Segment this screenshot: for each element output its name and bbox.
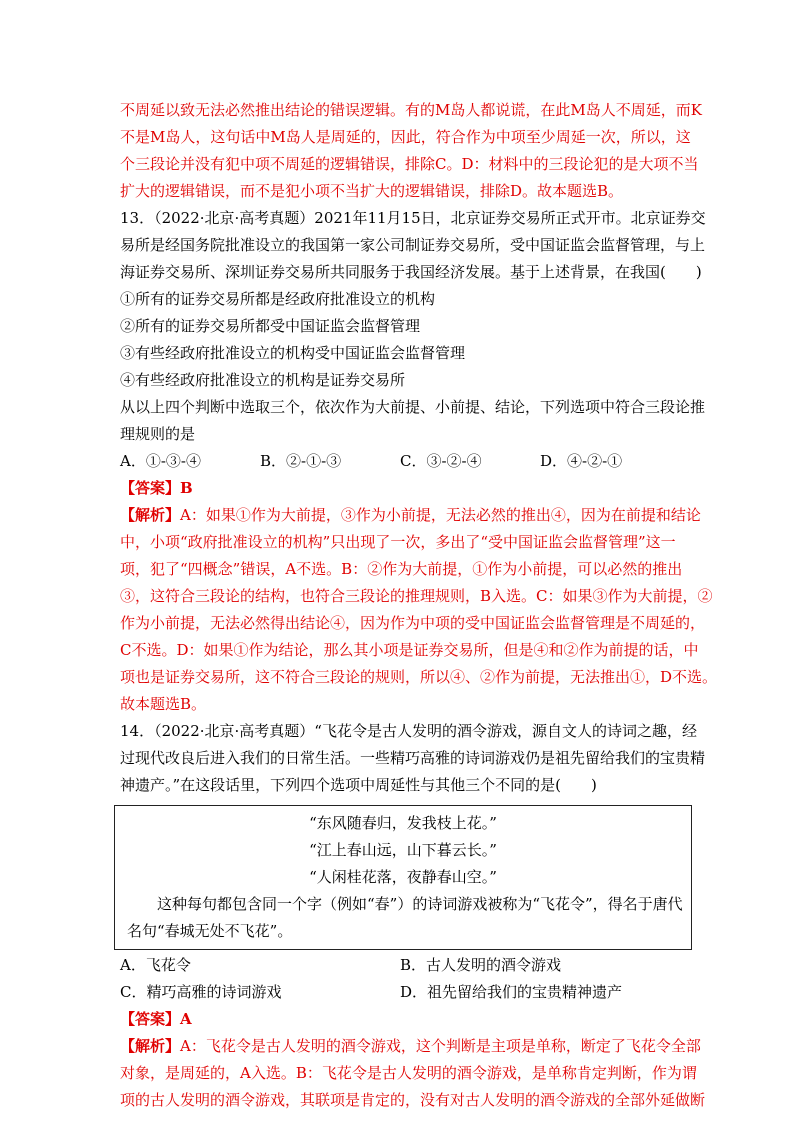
- question-14: [120, 718, 706, 1114]
- instruction-line: 理规则的是: [120, 425, 196, 443]
- explanation-label: 【解析】: [120, 1037, 181, 1055]
- options-row: [120, 952, 690, 979]
- poem-line: “江上春山远，山下暮云长。”: [309, 841, 497, 859]
- text-line: 个三段论并没有犯中项不周延的逻辑错误，排除C。D：材料中的三段论犯的是大项不当: [120, 155, 699, 173]
- explanation-line: C不选。D：如果①作为结论，那么其小项是证券交易所，但是④和②作为前提的话，中: [120, 641, 699, 659]
- explanation-line: 中，小项“政府批准设立的机构”只出现了一次，多出了“受中国证监会监督管理”这一: [120, 533, 676, 551]
- answer-label: 【答案】A: [120, 1010, 192, 1028]
- box-text-line: 名句“春城无处不飞花”。: [127, 922, 293, 940]
- explanation-text: A：飞花令是古人发明的酒令游戏，这个判断是主项是单称，断定了飞花令全部: [180, 1037, 701, 1055]
- statement-4: ④有些经政府批准设立的机构是证券交易所: [120, 371, 406, 389]
- option-d: D．祖先留给我们的宝贵精神遗产: [400, 983, 623, 1001]
- explanation-line: 项的古人发明的酒令游戏，其联项是肯定的，没有对古人发明的酒令游戏的全部外延做断: [120, 1091, 706, 1109]
- options-row: [120, 448, 690, 475]
- question-stem-line: 14．（2022·北京·高考真题）“飞花令是古人发明的酒令游戏，源自文人的诗词之趣，经: [120, 722, 697, 740]
- question-stem-line: 13．（2022·北京·高考真题）2021年11月15日，北京证券交易所正式开市。北京证券交: [120, 209, 706, 227]
- question-stem-line: 易所是经国务院批准设立的我国第一家公司制证券交易所，受中国证监会监督管理，与上: [120, 236, 706, 254]
- option-b: B．②-①-③: [260, 452, 342, 470]
- poem-line: “人闲桂花落，夜静春山空。”: [309, 868, 497, 886]
- explanation-line: 对象，是周延的，A入选。B：飞花令是古人发明的酒令游戏，是单称肯定判断，作为谓: [120, 1064, 697, 1082]
- poem-line: “东风随春归，发我枝上花。”: [309, 814, 497, 832]
- explanation-line: 项，犯了“四概念”错误，A不选。B：②作为大前提，①作为小前提，可以必然的推出: [120, 560, 683, 578]
- page-content: [120, 97, 718, 1114]
- box-text-line: 这种每句都包含同一个字（例如“春”）的诗词游戏被称为“飞花令”，得名于唐代: [157, 895, 683, 913]
- statement-1: ①所有的证券交易所都是经政府批准设立的机构: [120, 290, 436, 308]
- statement-2: ②所有的证券交易所都受中国证监会监督管理: [120, 317, 421, 335]
- question-stem-line: 海证券交易所、深圳证券交易所共同服务于我国经济发展。基于上述背景，在我国( ): [120, 263, 702, 281]
- option-a: A．飞花令: [120, 956, 191, 974]
- option-b: B．古人发明的酒令游戏: [400, 956, 562, 974]
- explanation-label: 【解析】: [120, 506, 181, 524]
- material-box: [114, 805, 692, 950]
- statement-3: ③有些经政府批准设立的机构受中国证监会监督管理: [120, 344, 466, 362]
- question-stem-line: 过现代改良后进入我们的日常生活。一些精巧高雅的诗词游戏仍是祖先留给我们的宝贵精: [120, 749, 706, 767]
- explanation-line: [120, 1033, 701, 1060]
- option-a: A．①-③-④: [120, 452, 201, 470]
- options-row: [120, 979, 690, 1006]
- option-c: C．③-②-④: [400, 452, 482, 470]
- question-stem-line: 神遗产。”在这段话里，下列四个选项中周延性与其他三个不同的是( ): [120, 776, 597, 794]
- explanation-line: ③，这符合三段论的结构，也符合三段论的推理规则，B入选。C：如果③作为大前提，②: [120, 587, 713, 605]
- explanation-line: 项也是证券交易所，这不符合三段论的规则，所以④、②作为前提，无法推出①，D不选。: [120, 668, 718, 686]
- option-d: D．④-②-①: [540, 452, 623, 470]
- option-c: C．精巧高雅的诗词游戏: [120, 983, 282, 1001]
- answer-label: 【答案】B: [120, 479, 193, 497]
- question-13: [120, 205, 718, 718]
- text-line: 不是M岛人，这句话中M岛人是周延的，因此，符合作为中项至少周延一次，所以，这: [120, 128, 691, 146]
- instruction-line: 从以上四个判断中选取三个，依次作为大前提、小前提、结论，下列选项中符合三段论推: [120, 398, 706, 416]
- text-line: 扩大的逻辑错误，而不是犯小项不当扩大的逻辑错误，排除D。故本题选B。: [120, 182, 624, 200]
- explanation-line: 作为小前提，无法必然得出结论④，因为作为中项的受中国证监会监督管理是不周延的，: [120, 614, 706, 632]
- explanation-text: A：如果①作为大前提，③作为小前提，无法必然的推出④，因为在前提和结论: [180, 506, 701, 524]
- explanation-line: 故本题选B。: [120, 695, 207, 713]
- prev-explanation: [120, 97, 702, 205]
- text-line: 不周延以致无法必然推出结论的错误逻辑。有的M岛人都说谎，在此M岛人不周延，而K: [120, 101, 702, 119]
- explanation-line: [120, 502, 701, 529]
